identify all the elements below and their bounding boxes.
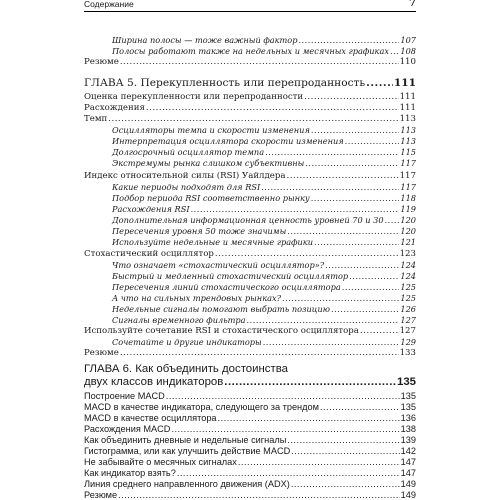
toc-entry [84,403,416,412]
toc-entry-title: Резюме [84,348,119,358]
leader-dots [311,194,400,203]
toc-entry [84,58,416,67]
leader-dots [177,469,400,478]
toc-entry-title: Резюме [84,490,118,500]
toc-entry-page: 111 [393,77,416,89]
toc-entry-title: Полосы работают также на недельных и месячных графиках [112,46,389,56]
toc-entry-title: Пересечения уровня 50 тоже значимы [112,226,287,236]
toc-entry-page: 120 [400,215,416,225]
toc-entry-page: 133 [399,348,416,358]
table-of-contents [84,0,416,500]
toc-entry-page: 129 [400,337,416,347]
toc-entry-page: 138 [400,424,416,434]
toc-entry-title: Линия среднего направленного движения (ADX) [84,479,290,489]
toc-entry [84,36,416,45]
toc-entry [84,414,416,423]
toc-entry [84,126,416,135]
leader-dots [287,227,399,236]
toc-entry-page: 120 [400,226,416,236]
toc-entry-title: MACD в качестве индикатора, следующего за трендом [84,402,319,412]
toc-entry [84,104,416,113]
toc-entry-page: 127 [400,315,416,325]
toc-entry-title: Оценка перекупленности или перепроданности [84,92,304,102]
leader-dots [218,414,400,423]
page-number: 7 [409,0,416,9]
toc-entry [84,250,416,259]
leader-dots [291,480,400,489]
chapter-heading [84,77,416,89]
toc-entry [84,491,416,500]
toc-entry [84,283,416,292]
leader-dots [345,137,400,146]
toc-entry [84,294,416,303]
leader-dots [305,159,399,168]
toc-entry-page: 124 [400,260,416,270]
toc-entry-page: 149 [400,490,416,500]
toc-entry [84,205,416,214]
toc-entry-page: 125 [400,282,416,292]
toc-entry-page: 124 [400,271,416,281]
leader-dots [291,447,399,456]
toc-entry-page: 119 [400,204,416,214]
leader-dots [282,294,399,303]
toc-entry [84,480,416,489]
toc-entry-page: 117 [399,171,416,181]
leader-dots [325,261,399,270]
leader-dots [320,403,400,412]
toc-entry-page: 121 [400,237,416,247]
toc-entry-title: Что означает «стохастический осциллятор»? [112,260,325,270]
toc-entry [84,137,416,146]
toc-entry [84,261,416,270]
toc-entry-page: 111 [399,92,416,102]
chapter-6-page: 135 [396,376,416,388]
chapter-6-title-line-2-row [84,376,416,388]
toc-entry-title: Ширина полосы — тоже важный фактор [112,35,298,45]
leader-dots [263,338,400,347]
toc-entry-page: 117 [400,182,416,192]
leader-dots [385,216,400,225]
toc-entry [84,148,416,157]
toc-entry-page: 135 [400,402,416,412]
toc-entry [84,115,416,124]
leader-dots [265,148,399,157]
toc-entry-title: Используйте сочетание RSI и стохастического осциллятора [84,326,359,336]
toc-entry [84,183,416,192]
toc-entry [84,425,416,434]
toc-entry [84,316,416,325]
toc-entry [84,338,416,347]
toc-entry [84,227,416,236]
toc-entry-page: 136 [400,413,416,423]
leader-dots [171,425,399,434]
leader-dots [311,126,399,135]
toc-entry [84,47,416,56]
toc-entry [84,458,416,467]
chapter-6-title-line-1: ГЛАВА 6. Как объединить достоинства [84,363,288,375]
toc-entry-page: 142 [400,446,416,456]
toc-entry-title: Как объединить дневные и недельные сигналы [84,435,287,445]
toc-entry-title: ГЛАВА 5. Перекупленность или перепроданность [84,77,366,89]
leader-dots [120,349,399,358]
toc-entry [84,349,416,358]
toc-entry-title: Гистограмма, или как улучшить действие MACD [84,446,291,456]
toc-entry [84,172,416,181]
toc-entry-page: 149 [400,479,416,489]
toc-entry-page: 139 [400,435,416,445]
toc-entry-title: А что на сильных трендовых рынках? [112,293,281,303]
toc-entry [84,272,416,281]
toc-entry-title: Стохастический осциллятор [84,249,214,259]
toc-entry [84,305,416,314]
toc-entry-page: 113 [400,136,416,146]
leader-dots [224,376,396,388]
leader-dots [247,316,400,325]
toc-entry-title: Используйте недельные и месячные графики [112,237,313,247]
leader-dots [166,392,400,401]
leader-dots [304,93,398,102]
leader-dots [261,183,399,192]
toc-entry-page: 125 [400,293,416,303]
toc-entry [84,194,416,203]
leader-dots [390,47,399,56]
toc-entry-title: Расхождения MACD [84,424,171,434]
toc-entry [84,238,416,247]
leader-dots [298,36,399,45]
toc-entry-title: Быстрый и медленный стохастический осциллятор [112,271,349,281]
running-header-section: Содержание [84,0,134,9]
chapter-6-title-line-2: двух классов индикаторов [84,376,224,388]
leader-dots [349,272,399,281]
toc-entry-title: Осцилляторы темпа и скорости изменения [112,125,310,135]
toc-entry [84,216,416,225]
toc-entry-title: Построение MACD [84,391,165,401]
leader-dots [331,305,399,314]
toc-entry-title: Долгосрочный осциллятор темпа [112,147,265,157]
leader-dots [191,205,400,214]
toc-entry-title: MACD в качестве осциллятора [84,413,217,423]
leader-dots [146,104,399,113]
leader-dots [215,250,399,259]
toc-entry-title: Сигналы временного фильтра [112,315,246,325]
toc-entry [84,436,416,445]
toc-entry [84,392,416,401]
leader-dots [108,115,398,124]
toc-entry-page: 108 [400,46,416,56]
toc-entry-page: 147 [400,457,416,467]
toc-entry-page: 110 [399,57,416,67]
toc-entry [84,93,416,102]
toc-entry-title: Интерпретация осциллятора скорости изменения [112,136,344,146]
toc-entry-title: Как индикатор взять? [84,468,176,478]
toc-entry-title: Пересечения линий стохастического осциллятора [112,282,341,292]
toc-entry-page: 113 [399,114,416,124]
toc-entry-title: Экстремумы рынка слишком субъективны [112,158,305,168]
toc-entry-title: Не забывайте о месячных сигналах [84,457,237,467]
toc-entry-title: Сочетайте и другие индикаторы [112,337,262,347]
toc-entry [84,327,416,336]
toc-entry-page: 135 [400,391,416,401]
leader-dots [238,458,400,467]
toc-entry-page: 147 [400,468,416,478]
toc-entry-page: 126 [400,304,416,314]
leader-dots [287,436,399,445]
leader-dots [287,172,399,181]
toc-entry-title: Расхождения [84,103,145,113]
toc-entry-page: 118 [400,193,416,203]
toc-entry-title: Расхождения RSI [112,204,190,214]
leader-dots [118,491,400,500]
toc-entry-title: Недельные сигналы помогают выбрать позицию [112,304,330,314]
toc-entry-page: 113 [400,125,416,135]
toc-entry-title: Какие периоды подходят для RSI [112,182,261,192]
toc-entry-page: 127 [399,326,416,336]
leader-dots [314,238,399,247]
toc-entry-page: 117 [400,158,416,168]
toc-entry [84,447,416,456]
toc-entry-title: Индекс относительной силы (RSI) Уайлдера [84,171,286,181]
toc-entry-page: 123 [399,249,416,259]
toc-entry-title: Дополнительная информационная ценность уровней 70 и 30 [112,215,384,225]
toc-entry [84,469,416,478]
leader-dots [360,327,399,336]
toc-entry-title: Подбор периода RSI соответственно рынку [112,193,310,203]
toc-entry-page: 115 [400,147,416,157]
toc-entry-title: Темп [84,114,108,124]
leader-dots [342,283,400,292]
leader-dots [366,77,393,89]
leader-dots [120,58,399,67]
toc-entry [84,159,416,168]
toc-entry-page: 107 [400,35,416,45]
toc-entry-title: Резюме [84,57,119,67]
toc-entry-page: 111 [399,103,416,113]
